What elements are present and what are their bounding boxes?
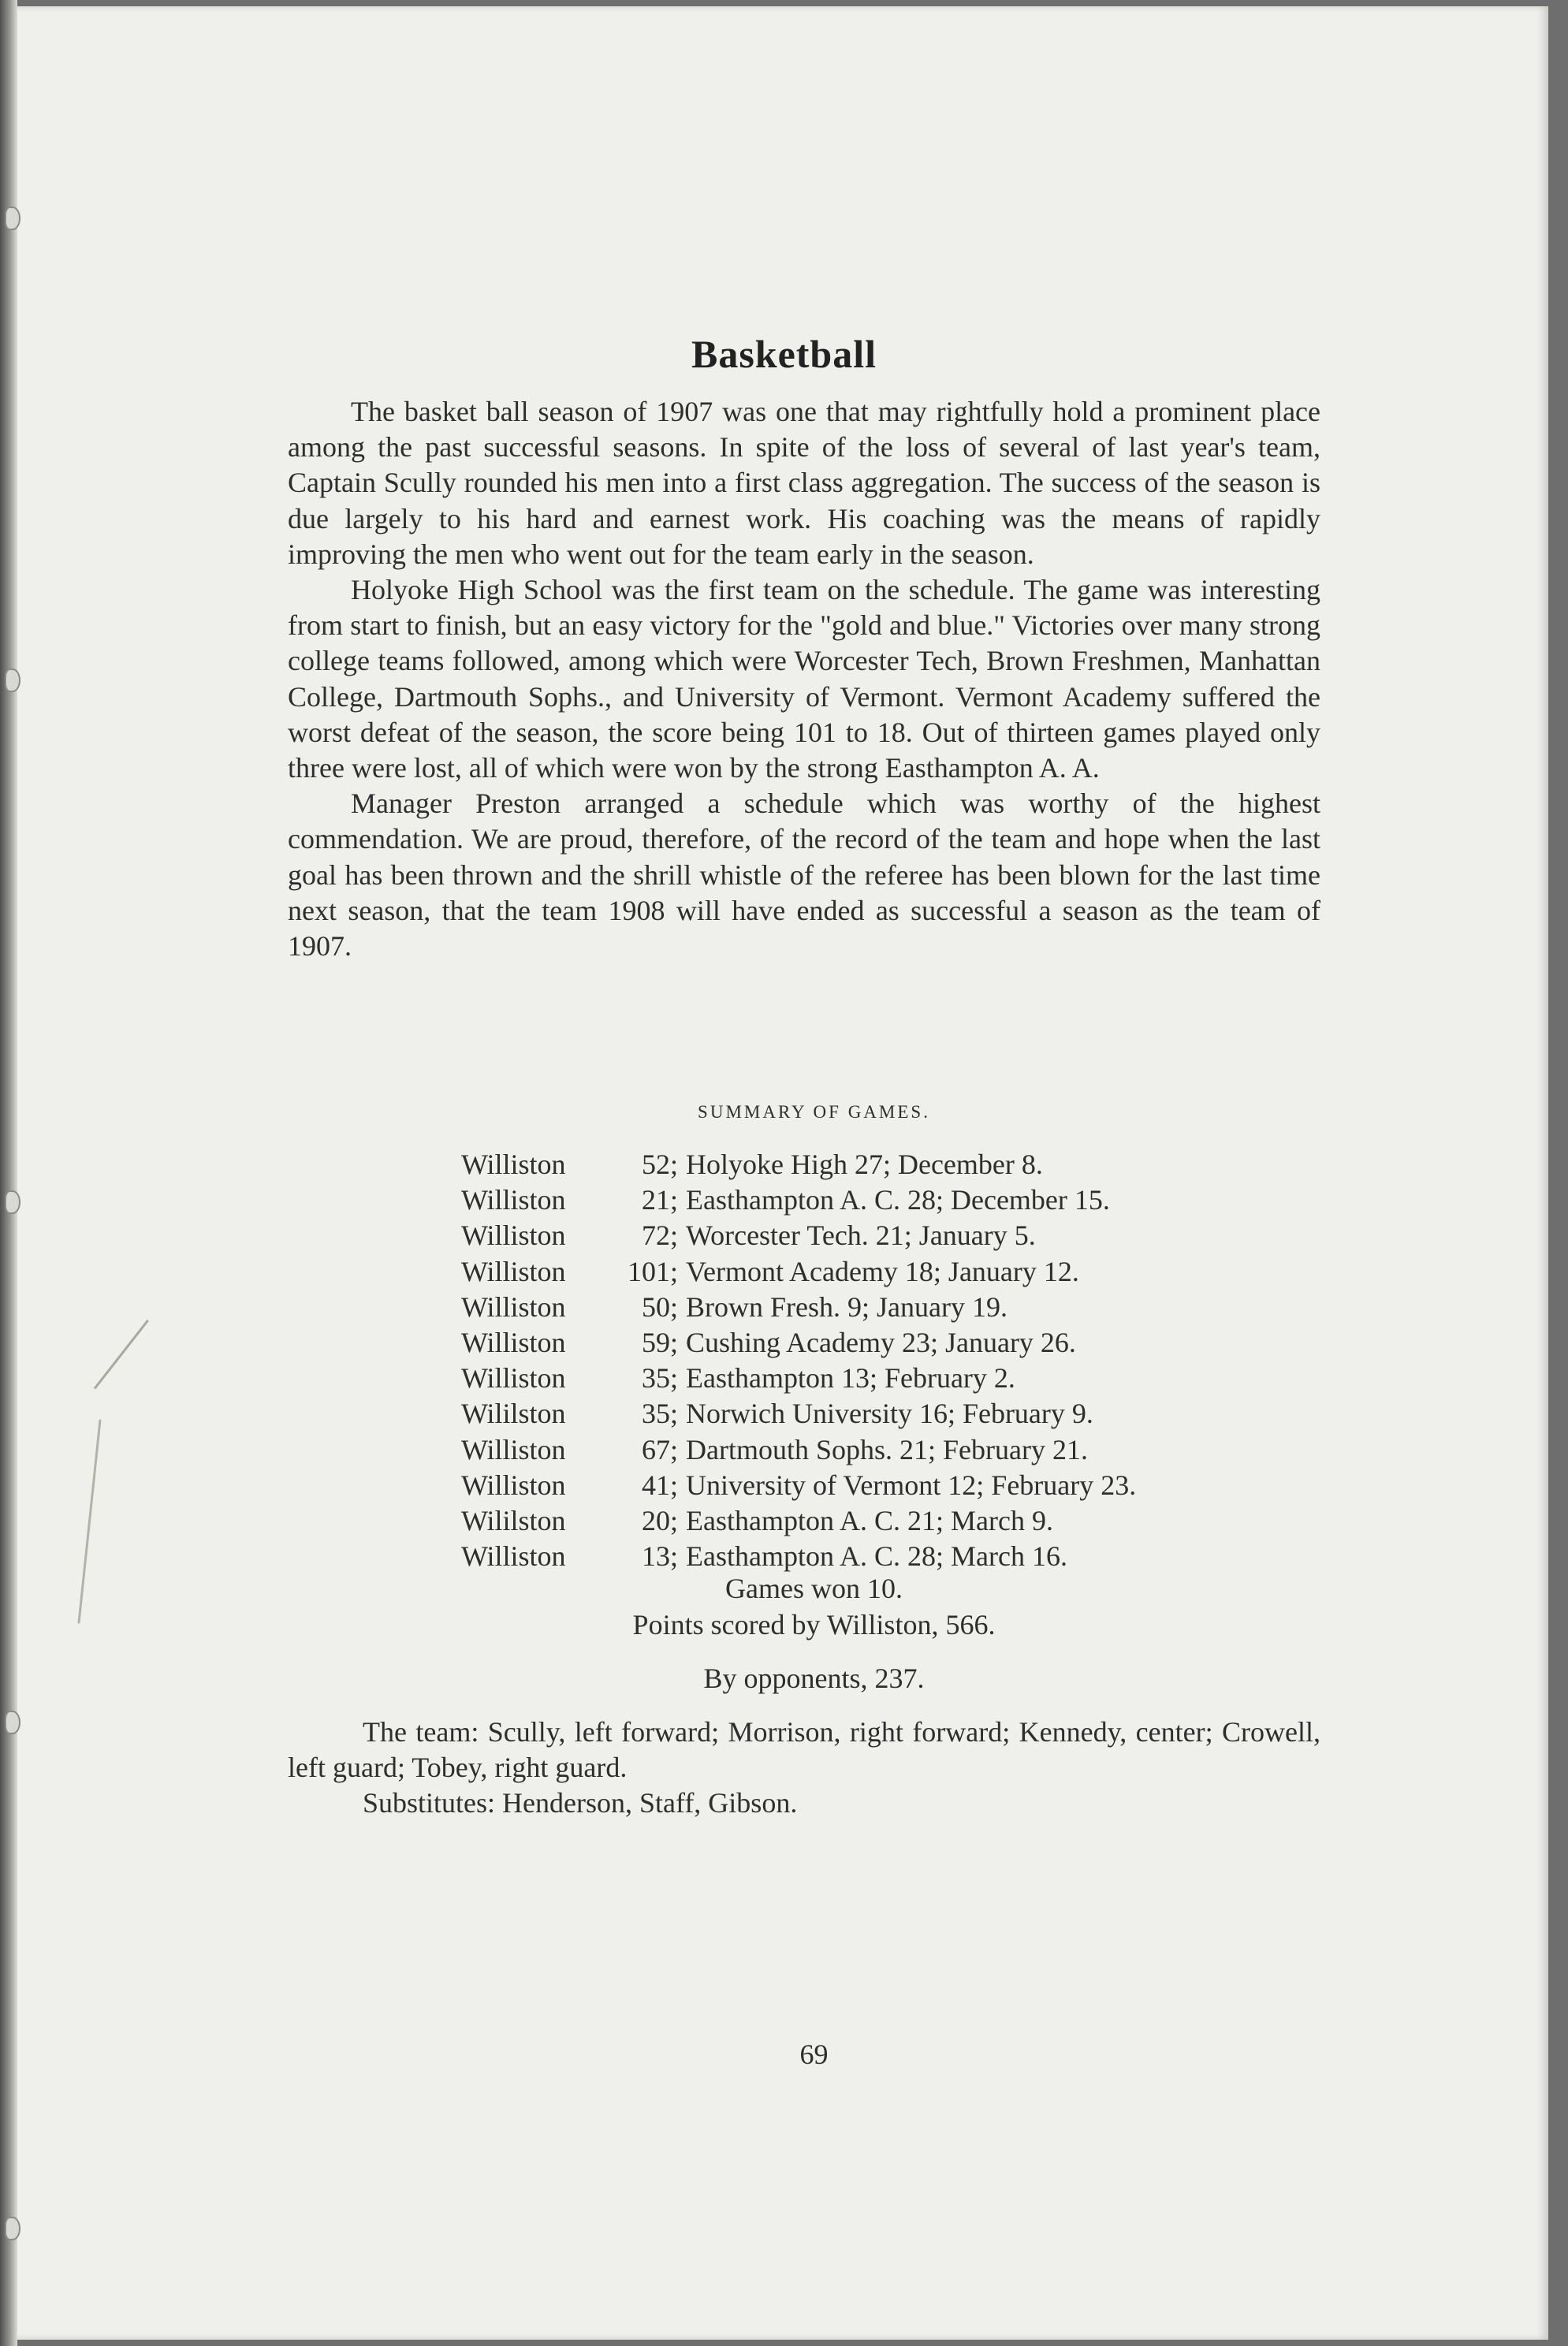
game-team: Williston [461, 1362, 566, 1395]
game-score: 67; [641, 1433, 678, 1465]
points-by-opponents: By opponents, 237. [703, 1663, 925, 1694]
game-row [461, 1396, 1136, 1432]
game-opponent-date: Norwich University 16; February 9. [686, 1398, 1093, 1430]
team-lineup: The team: Scully, left forward; Morrison, right forward; Kennedy, center; Crowell, left guard; Tobey, right guard. [288, 1716, 1320, 1784]
game-opponent-date: Holyoke High 27; December 8. [686, 1149, 1043, 1180]
game-team: Williston [461, 1290, 566, 1323]
page-number: 69 [799, 2039, 829, 2070]
games-won: Games won 10. [725, 1573, 903, 1604]
binding-stitch [5, 1190, 20, 1214]
points-scored: Points scored by Williston, 566. [632, 1609, 996, 1640]
summary-heading: SUMMARY OF GAMES. [698, 1102, 930, 1122]
binding-stitch [5, 668, 20, 692]
team-roster [288, 1715, 1320, 1822]
game-score: 52; [641, 1149, 678, 1180]
game-team: Williston [461, 1469, 566, 1501]
game-team: Williston [461, 1433, 566, 1465]
game-score: 20; [641, 1504, 678, 1536]
game-score: 41; [641, 1469, 678, 1501]
game-score: 35; [641, 1398, 678, 1430]
game-opponent-date: Easthampton A. C. 21; March 9. [686, 1504, 1053, 1536]
game-row [461, 1468, 1136, 1503]
game-row [461, 1539, 1136, 1574]
article-body [288, 394, 1320, 964]
game-row [461, 1147, 1136, 1182]
binding-stitch [5, 2217, 20, 2240]
game-row [461, 1432, 1136, 1468]
game-score: 72; [641, 1220, 678, 1252]
game-team: Wililston [461, 1504, 566, 1536]
game-score: 50; [641, 1290, 678, 1323]
page-title: Basketball [691, 332, 877, 376]
game-team: Williston [461, 1184, 566, 1216]
game-opponent-date: Vermont Academy 18; January 12. [686, 1255, 1079, 1287]
game-score: 21; [641, 1184, 678, 1216]
game-team: Williston [461, 1540, 566, 1573]
binding-stitch [5, 1711, 20, 1734]
paragraph: Holyoke High School was the first team on the schedule. The game was interesting from start to finish, but an easy victory for the "gold and blue." Victories over many strong college teams followed, among which were Worcester Tech, Brown Freshmen, Manhattan College, Dartmouth Sophs., and University of Vermont. Vermont Academy suffered the worst defeat of the season, the score being 101 to 18. Out of thirteen games played only three were lost, all of which were won by the strong Easthampton A. A. [288, 574, 1320, 784]
game-row [461, 1503, 1136, 1539]
game-row [461, 1218, 1136, 1253]
games-summary [461, 1147, 1136, 1574]
game-row [461, 1254, 1136, 1290]
game-row [461, 1290, 1136, 1325]
game-row [461, 1361, 1136, 1396]
binding-stitch [5, 207, 20, 230]
game-opponent-date: Easthampton 13; February 2. [686, 1362, 1015, 1395]
game-opponent-date: Dartmouth Sophs. 21; February 21. [686, 1433, 1088, 1465]
paragraph: Manager Preston arranged a schedule which was worthy of the highest commendation. We are proud, therefore, of the record of the team and hope when the last goal has been thrown and the shrill whistle of the referee has been blown for the last time next season, that the team 1908 will have ended as successful a season as the team of 1907. [288, 788, 1320, 963]
game-team: Williston [461, 1255, 566, 1287]
substitutes: Substitutes: Henderson, Staff, Gibson. [363, 1787, 798, 1819]
game-score: 35; [641, 1362, 678, 1395]
game-team: Williston [461, 1149, 566, 1180]
game-score: 59; [641, 1326, 678, 1358]
game-opponent-date: Cushing Academy 23; January 26. [686, 1326, 1076, 1358]
game-row [461, 1325, 1136, 1361]
game-score: 13; [641, 1540, 678, 1573]
game-opponent-date: Easthampton A. C. 28; March 16. [686, 1540, 1067, 1573]
game-team: Williston [461, 1326, 566, 1358]
game-score: 101; [627, 1255, 678, 1287]
game-opponent-date: Brown Fresh. 9; January 19. [686, 1290, 1007, 1323]
game-team: Wililston [461, 1398, 566, 1430]
paragraph: The basket ball season of 1907 was one that may rightfully hold a prominent place among the past successful seasons. In spite of the loss of several of last year's team, Captain Scully rounded his men into a first class aggregation. The success of the season is due largely to his hard and earnest work. His coaching was the means of rapidly improving the men who went out for the team early in the season. [288, 396, 1320, 570]
game-team: Williston [461, 1220, 566, 1252]
game-opponent-date: Worcester Tech. 21; January 5. [686, 1220, 1036, 1252]
game-opponent-date: Easthampton A. C. 28; December 15. [686, 1184, 1110, 1216]
game-row [461, 1182, 1136, 1218]
game-opponent-date: University of Vermont 12; February 23. [686, 1469, 1137, 1501]
